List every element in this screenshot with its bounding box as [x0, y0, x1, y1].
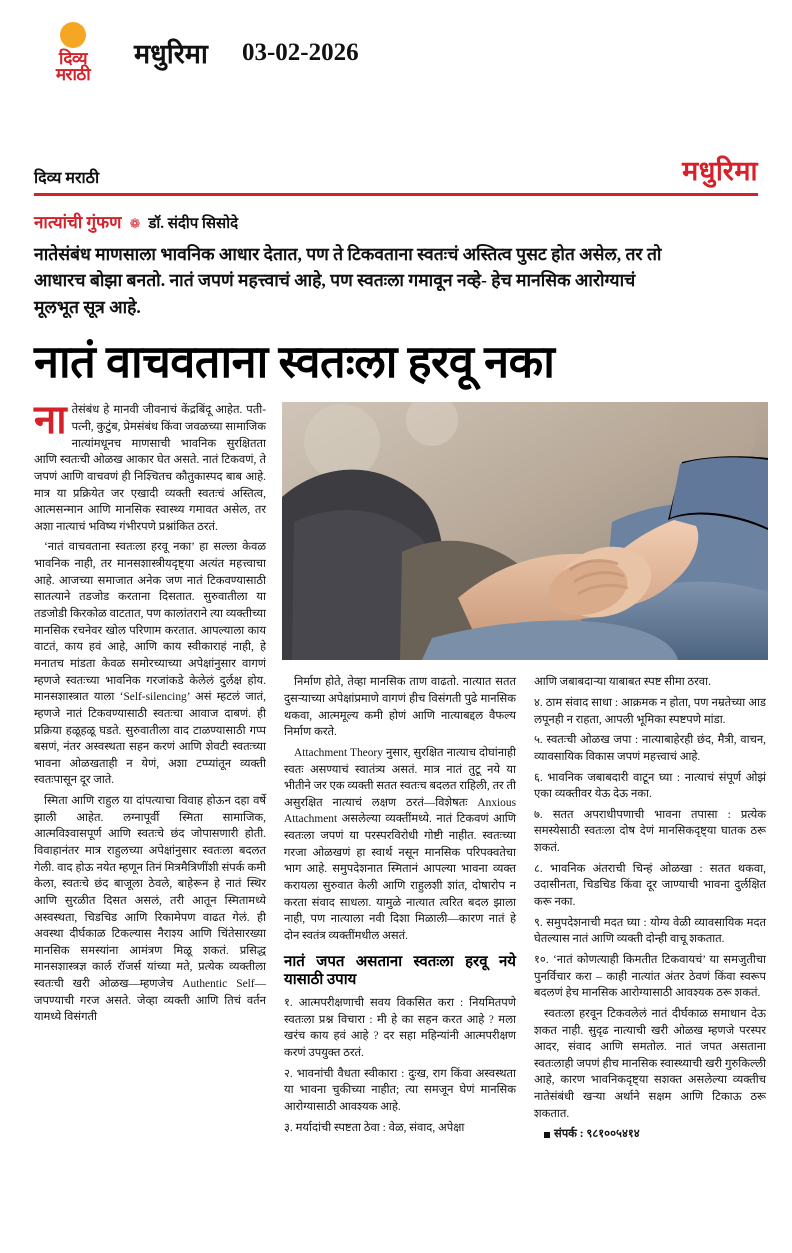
list-item: ४. ठाम संवाद साधा : आक्रमक न होता, पण नम्रतेच्या आड लपूनही न राहता, आपली भूमिका स्पष्टपणे मांडा. [534, 696, 766, 726]
paragraph: ‘नातं वाचवताना स्वतःला हरवू नका’ हा सल्ला केवळ भावनिक नाही, तर मानसशास्त्रीयदृष्ट्या अत्यंत महत्त्वाचा आहे. आजच्या समाजात अनेक जण नातं टिकवण्यासाठी सातत्याने तडजोड करताना दिसतात. सुरुवातीला या तडजोडी किरकोळ वाटतात, पण कालांतराने त्या व्यक्तीच्या मानसिक रचनेवर खोल परिणाम करतात. आपल्याला काय वाटतं, काय हवं आहे, आणि काय स्वीकाराहं नाही, हे मनातच मांडता केवळ समोरच्याच्या अपेक्षांनुसार वागणं म्हणजे स्वतःच्या भावनिक गरजांकडे केलेलं दुर्लक्ष होय. मानसशास्त्रात याला ‘Self-silencing’ असं म्हटलं जातं, म्हणजे नातं टिकवण्यासाठी स्वतःचा आवाज दाबणं. ही प्रक्रिया हळूहळू घडते. सुरुवातीला वाद टाळण्यासाठी गप्प बसणं, नंतर अस्वस्थता सहन करणं आणि शेवटी स्वतःच्या भावना ओळखताही न येणं, अशा टप्प्यांतून व्यक्ती स्वतःपासून दूर जाते. [34, 541, 266, 787]
list-item: २. भावनांची वैधता स्वीकारा : दुःख, राग किंवा अस्वस्थता या भावना चुकीच्या नाहीत; त्या समजून घेणं मानसिक आरोग्यासाठी आवश्यक आहे. [284, 1067, 516, 1113]
section-name-label: मधुरिमा [682, 156, 758, 186]
body-column-3 [534, 674, 766, 1147]
logo-line-2: मराठी [55, 65, 91, 84]
contact-text: संपर्क : ९८१००५४१४ [554, 1128, 640, 1141]
list-item: ९. समुपदेशनाची मदत घ्या : योग्य वेळी व्यावसायिक मदत घेतल्यास नातं आणि व्यक्ती दोन्ही वाचू शकतात. [534, 916, 766, 946]
section-divider [34, 193, 758, 196]
masthead [0, 0, 792, 93]
column-series-label: नात्यांची गुंफण [34, 213, 122, 232]
body-column-2 [284, 674, 516, 1140]
author-name: डॉ. संदीप सिसोदे [148, 216, 239, 232]
article-photo [282, 402, 768, 660]
article-body [34, 397, 766, 1202]
paragraph-text: तेसंबंध हे मानवी जीवनाचं केंद्रबिंदू आहेत. पती-पत्नी, कुटुंब, प्रेमसंबंध किंवा जवळच्या सामाजिक नात्यांमधूनच माणसाची भावनिक सुरक्षितता आणि स्वतःची ओळख आकार घेत असते. नातं टिकवणं, ते जपणं आणि वाचवणं ही निश्चितच कौतुकास्पद बाब आहे. मात्र या प्रक्रियेत जर एखादी व्यक्ती स्वतःचं अस्तित्व, आत्मसन्मान आणि मानसिक स्वास्थ्य गमावत असेल, तर अशा नात्याचं भविष्य गंभीरपणे प्रश्नांकित ठरतं. [34, 404, 266, 533]
byline [34, 210, 758, 233]
holding-hands-photo-illustration [282, 402, 768, 660]
paragraph: स्वतःला हरवून टिकवलेलं नातं दीर्घकाळ समाधान देऊ शकत नाही. सुदृढ नात्याची खरी ओळख म्हणजे परस्पर आदर, संवाद आणि समतोल. नातं जपत असताना स्वतःलाही जपणं हीच मानसिक स्वास्थ्याची खरी गुरुकिल्ली आहे, कारण भावनिकदृष्ट्या सशक्त असलेल्या व्यक्तीच नातेसंबंधी खऱ्या अर्थाने सक्षम आणि टिकाऊ ठरू शकतात. [534, 1007, 766, 1120]
list-item: १. आत्मपरीक्षणाची सवय विकसित करा : नियमितपणे स्वतःला प्रश्न विचारा : मी हे का सहन करत आहे ? मला खरंच काय हवं आहे ? दर सहा महिन्यांनी आत्मपरीक्षण करणं उपयुक्त ठरतं. [284, 997, 516, 1060]
ornament-icon: ❁ [129, 216, 141, 231]
drop-cap: ना [34, 397, 67, 443]
list-item: ५. स्वतःची ओळख जपा : नात्याबाहेरही छंद, मैत्री, वाचन, व्यावसायिक विकास जपणं महत्त्वाचं आहे. [534, 734, 766, 763]
list-item: ६. भावनिक जबाबदारी वाटून घ्या : नात्याचं संपूर्ण ओझं एका व्यक्तीवर येऊ देऊ नका. [534, 771, 766, 801]
contact-line [534, 1126, 766, 1143]
article-headline: नातं वाचवताना स्वतःला हरवू नका [34, 336, 555, 387]
sun-icon [60, 22, 86, 48]
list-item: आणि जबाबदाऱ्या याबाबत स्पष्ट सीमा ठरवा. [534, 676, 711, 689]
list-item: ७. सतत अपराधीपणाची भावना तपासा : प्रत्येक समस्येसाठी स्वतःला दोष देणं मानसिकदृष्ट्या घातक ठरू शकतं. [534, 808, 766, 855]
subheading: नातं जपत असताना स्वतःला हरवू नये यासाठी उपाय [284, 953, 516, 989]
paragraph [34, 397, 266, 535]
square-bullet-icon [544, 1132, 550, 1138]
publication-logo[interactable] [34, 22, 112, 83]
section-publication-label: दिव्य मराठी [34, 170, 100, 187]
list-item: १०. ‘नातं कोणत्याही किमतीत टिकवायचं’ या समजुतीचा पुनर्विचार करा – काही नात्यांत अंतर ठेवणं किंवा स्वरूप बदलणं हेच मानसिक आरोग्यासाठी आवश्यक ठरू शकतं. [534, 953, 766, 1000]
paragraph: निर्माण होते, तेव्हा मानसिक ताण वाढतो. नात्यात सतत दुसऱ्याच्या अपेक्षांप्रमाणे वागणं हीच विसंगती पुढे मानसिक थकवा, आत्ममूल्य कमी होणं आणि नात्याबद्दल वैफल्य निर्माण करते. [284, 676, 516, 739]
logo-line-1: दिव्य [58, 49, 88, 68]
list-item: ८. भावनिक अंतराची चिन्हं ओळखा : सतत थकवा, उदासीनता, चिडचिड किंवा दूर जाण्याची भावना दुर्लक्षित करू नका. [534, 862, 766, 909]
paragraph: स्मिता आणि राहुल या दांपत्याचा विवाह होऊन दहा वर्षे झाली आहेत. लग्नापूर्वी स्मिता सामाजिक, आत्मविश्वासपूर्ण आणि स्वतःचे छंद जोपासणारी होती. विवाहानंतर मात्र राहुलच्या अपेक्षांनुसार स्वतःला बदलत गेली. वाद होऊ नयेत म्हणून तिनं मित्रमैत्रिणींशी संपर्क कमी केला, स्वतःचे छंद बाजूला ठेवले, बाहेरून हे नातं स्थिर आणि सुरळीत दिसत असलं, तरी आतून स्मितामध्ये अस्वस्थता, चिडचिड आणि रिकामेपण वाढत गेलं. ही अवस्था दीर्घकाळ टिकल्यास नैराश्य आणि चिंतेसारख्या मानसिक समस्यांना आमंत्रण मिळू शकतं. प्रसिद्ध मानसशास्त्रज्ञ कार्ल रॉजर्स यांच्या मते, प्रत्येक व्यक्तीला स्वतःची खरी ओळख—म्हणजेच Authentic Self—जपण्याची गरज असते. जेव्हा व्यक्ती आणि तिचं वर्तन यामध्ये विसंगती [34, 795, 266, 1024]
standfirst: नातेसंबंध माणसाला भावनिक आधार देतात, पण ते टिकवताना स्वतःचं अस्तित्व पुसट होत असेल, तर तो आधारच बोझा बनतो. नातं जपणं महत्त्वाचं आहे, पण स्वतःला गमावून नव्हे- हेच मानसिक आरोग्याचं मूलभूत सूत्र आहे. [34, 244, 662, 317]
list-item: ३. मर्यादांची स्पष्टता ठेवा : वेळ, संवाद, अपेक्षा [284, 1121, 465, 1134]
section-header [34, 151, 758, 188]
issue-date: 03-02-2026 [241, 38, 359, 66]
body-column-1 [34, 397, 266, 1030]
paragraph: Attachment Theory नुसार, सुरक्षित नात्याच दोघांनाही स्वतः असण्याचं स्वातंत्र्य असतं. मात्र नातं तुटू नये या भीतीने जर एक व्यक्ती सतत स्वतःच बदलत राहिली, तर ती असुरक्षित नात्याचं लक्षण ठरतं—विशेषतः Anxious Attachment असलेल्या व्यक्तींमध्ये. नातं टिकवणं आणि स्वतःला जपणं या परस्परविरोधी गोष्टी नाहीत. स्वतःच्या गरजा ओळखणं हा स्वार्थ नसून मानसिक परिपक्वतेचा भाग आहे. समुपदेशनात स्मितानं आपल्या भावना व्यक्त करायला सुरुवात केली आणि राहुलशी शांत, दोषारोप न करता संवाद साधला. यामुळे नात्यात त्वरित बदल झाला नाही, पण नात्याला नवी दिशा मिळाली—कारण नातं हे दोन स्वतंत्र व्यक्तींमधील असतं. [284, 746, 517, 942]
page-title: मधुरिमा [134, 39, 208, 69]
